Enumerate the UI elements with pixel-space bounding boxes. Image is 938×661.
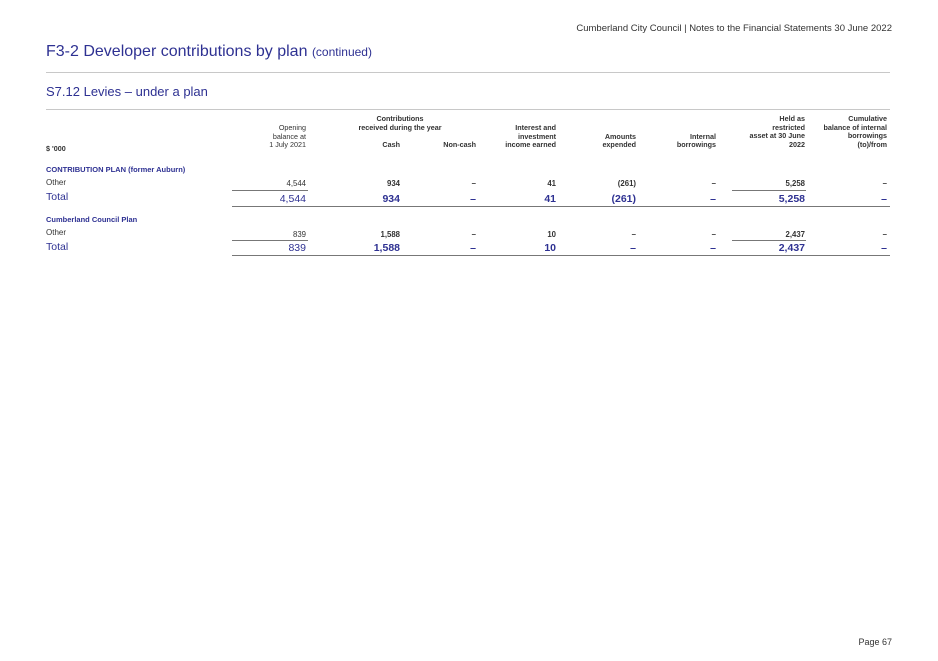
contributions-group-header: Contributions received during the year	[358, 114, 442, 132]
section-subtitle: S7.12 Levies – under a plan	[46, 84, 208, 99]
interest-cell: 10	[547, 230, 556, 239]
internal-total: –	[710, 193, 716, 205]
running-header: Cumberland City Council | Notes to the Financial Statements 30 June 2022	[576, 23, 892, 34]
page-number: Page 67	[858, 637, 892, 647]
subtitle-divider	[46, 109, 890, 110]
cumulative-total: –	[881, 193, 887, 205]
interest-cell: 41	[547, 179, 556, 188]
held-restricted-header: Held as restricted asset at 30 June 2022	[749, 114, 805, 150]
cumulative-cell: –	[882, 230, 887, 239]
total-underline	[232, 255, 890, 256]
row-label: Other	[46, 178, 67, 187]
cumulative-total: –	[881, 242, 887, 254]
opening-header: Opening balance at 1 July 2021	[269, 123, 306, 150]
held-total: 5,258	[778, 193, 805, 205]
underline	[232, 190, 308, 191]
row-label: Other	[46, 228, 67, 237]
page-title	[46, 43, 372, 61]
total-label: Total	[46, 191, 69, 203]
noncash-total: –	[470, 242, 476, 254]
internal-borrowings-header: Internal borrowings	[676, 131, 716, 150]
cash-header: Cash	[382, 140, 400, 149]
expended-total: (261)	[611, 193, 636, 205]
held-total: 2,437	[778, 242, 805, 254]
section-heading: CONTRIBUTION PLAN (former Auburn)	[46, 165, 186, 174]
cash-cell: 934	[386, 179, 400, 188]
interest-total: 41	[544, 193, 556, 205]
cumulative-header: Cumulative balance of internal borrowings (to)/from	[823, 114, 887, 150]
underline	[732, 190, 806, 191]
opening-total: 4,544	[279, 193, 306, 205]
expended-total: –	[630, 242, 636, 254]
total-label: Total	[46, 241, 69, 253]
total-underline	[232, 206, 890, 207]
internal-cell: –	[711, 230, 716, 239]
title-continued: (continued)	[311, 45, 372, 59]
opening-cell: 4,544	[286, 179, 306, 188]
interest-header: Interest and investment income earned	[505, 123, 556, 150]
interest-total: 10	[544, 242, 556, 254]
underline	[732, 240, 806, 241]
expended-cell: (261)	[617, 179, 636, 188]
cash-cell: 1,588	[380, 230, 400, 239]
held-cell: 5,258	[785, 179, 805, 188]
title-divider	[46, 72, 890, 73]
underline	[232, 240, 308, 241]
unit-header: $ '000	[46, 144, 66, 153]
title-main: F3-2 Developer contributions by plan	[46, 43, 308, 60]
noncash-total: –	[470, 193, 476, 205]
internal-cell: –	[711, 179, 716, 188]
noncash-cell: –	[471, 179, 476, 188]
section-heading: Cumberland Council Plan	[46, 215, 138, 224]
opening-total: 839	[288, 242, 306, 254]
internal-total: –	[710, 242, 716, 254]
opening-cell: 839	[292, 230, 306, 239]
cash-total: 934	[382, 193, 400, 205]
held-cell: 2,437	[785, 230, 805, 239]
cumulative-cell: –	[882, 179, 887, 188]
noncash-header: Non-cash	[443, 140, 476, 149]
expended-header: Amounts expended	[602, 131, 636, 150]
cash-total: 1,588	[373, 242, 400, 254]
expended-cell: –	[631, 230, 636, 239]
noncash-cell: –	[471, 230, 476, 239]
